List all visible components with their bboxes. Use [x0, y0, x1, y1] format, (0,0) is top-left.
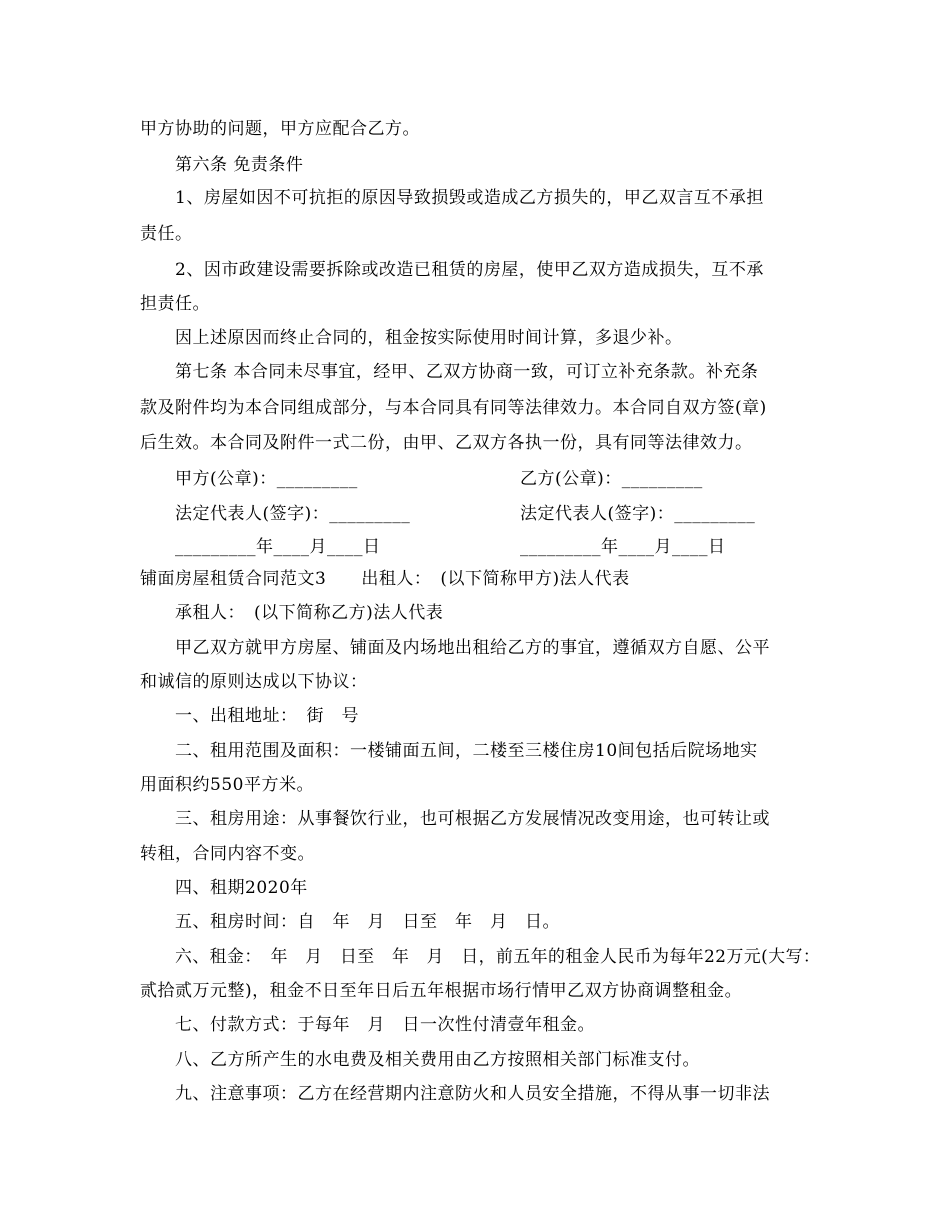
- paragraph-line: 和诚信的原则达成以下协议：: [140, 672, 368, 692]
- party-a-seal: 甲方(公章)：_________: [175, 469, 358, 489]
- paragraph-line: 甲乙双方就甲方房屋、铺面及内场地出租给乙方的事宜，遵循双方自愿、公平: [175, 638, 770, 658]
- paragraph-line: 2、因市政建设需要拆除或改造已租赁的房屋，使甲乙双方造成损失，互不承: [175, 260, 764, 280]
- party-b-representative: 法定代表人(签字)：_________: [520, 504, 756, 524]
- article-7-line: 第七条 本合同未尽事宜，经甲、乙双方协商一致，可订立补充条款。补充条: [175, 362, 759, 382]
- clause-5-time: 五、租房时间：自 年 月 日至 年 月 日。: [175, 912, 560, 932]
- clause-1-address: 一、出租地址： 街 号: [175, 706, 359, 726]
- party-a-representative: 法定代表人(签字)：_________: [175, 504, 411, 524]
- clause-9-notes: 九、注意事项：乙方在经营期内注意防火和人员安全措施，不得从事一切非法: [175, 1084, 770, 1104]
- lessee-line: 承租人： (以下简称乙方)法人代表: [175, 603, 444, 623]
- clause-6-rent: 六、租金： 年 月 日至 年 月 日，前五年的租金人民币为每年22万元(大写：: [175, 947, 821, 967]
- paragraph-line: 款及附件均为本合同组成部分，与本合同具有同等法律效力。本合同自双方签(章): [140, 398, 767, 418]
- clause-8-utilities: 八、乙方所产生的水电费及相关费用由乙方按照相关部门标准支付。: [175, 1050, 700, 1070]
- paragraph-line: 用面积约550平方米。: [140, 775, 314, 795]
- paragraph-line: 1、房屋如因不可抗拒的原因导致损毁或造成乙方损失的，甲乙双言互不承担: [175, 188, 764, 208]
- party-b-seal: 乙方(公章)：_________: [520, 469, 703, 489]
- paragraph-line: 后生效。本合同及附件一式二份，由甲、乙双方各执一份，具有同等法律效力。: [140, 433, 753, 453]
- article-6-heading: 第六条 免责条件: [175, 155, 304, 175]
- clause-3-usage: 三、租房用途：从事餐饮行业，也可根据乙方发展情况改变用途，也可转让或: [175, 809, 770, 829]
- contract-3-title-line: 铺面房屋租赁合同范文3 出租人： (以下简称甲方)法人代表: [140, 569, 630, 589]
- clause-4-term: 四、租期2020年: [175, 878, 308, 898]
- paragraph-line: 转租，合同内容不变。: [140, 844, 315, 864]
- paragraph-line: 贰拾贰万元整)，租金不日至年日后五年根据市场行情甲乙双方协商调整租金。: [140, 981, 743, 1001]
- paragraph-line: 担责任。: [140, 294, 210, 314]
- party-a-date: _________年____月____日: [175, 537, 381, 557]
- clause-7-payment: 七、付款方式：于每年 月 日一次性付清壹年租金。: [175, 1015, 595, 1035]
- party-b-date: _________年____月____日: [520, 537, 726, 557]
- paragraph-line: 责任。: [140, 224, 193, 244]
- paragraph-line: 甲方协助的问题，甲方应配合乙方。: [140, 119, 420, 139]
- clause-2-area: 二、租用范围及面积：一楼铺面五间，二楼至三楼住房10间包括后院场地实: [175, 741, 758, 761]
- paragraph-line: 因上述原因而终止合同的，租金按实际使用时间计算，多退少补。: [175, 328, 683, 348]
